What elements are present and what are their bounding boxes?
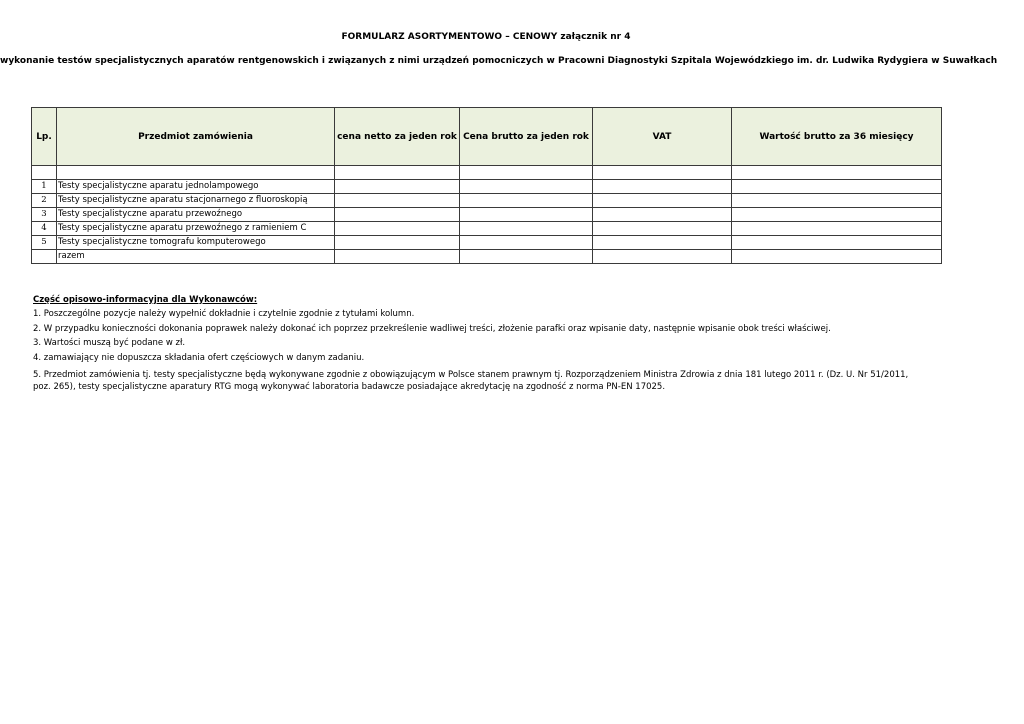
total-cell[interactable] xyxy=(732,222,942,236)
net-price-cell[interactable] xyxy=(335,236,460,250)
note-item: 1. Poszczególne pozycje należy wypełnić dokładnie i czytelnie zgodnie z tytułami kolumn. xyxy=(33,309,415,319)
table-row xyxy=(32,194,942,208)
header-net-price: cena netto za jeden rok xyxy=(335,108,460,166)
gross-price-cell[interactable] xyxy=(460,208,593,222)
table-row xyxy=(32,180,942,194)
gross-price-cell[interactable] xyxy=(460,194,593,208)
vat-cell[interactable] xyxy=(593,222,732,236)
notes-heading: Część opisowo-informacyjna dla Wykonawców: xyxy=(33,295,258,305)
row-item: Testy specjalistyczne aparatu przewoźnego z ramieniem C xyxy=(57,222,335,236)
gross-price-total-cell[interactable] xyxy=(460,250,593,264)
table-cell xyxy=(732,166,942,180)
form-subtitle: wykonanie testów specjalistycznych aparatów rentgenowskich i związanych z nimi urządzeń pomocniczych w Pracowni Diagnostyki Szpitala Wojewódzkiego im. dr. Ludwika Rydygiera w Suwałkach xyxy=(0,56,998,66)
net-price-cell[interactable] xyxy=(335,180,460,194)
table-total-row xyxy=(32,250,942,264)
gross-price-cell[interactable] xyxy=(460,236,593,250)
table-row xyxy=(32,208,942,222)
table-header-row xyxy=(32,108,942,166)
row-lp: 5 xyxy=(32,236,57,250)
note-item: 2. W przypadku konieczności dokonania poprawek należy dokonać ich poprzez przekreślenie wadliwej treści, złożenie parafki oraz wpisanie daty, następnie wpisanie obok treści właściwej. xyxy=(33,323,831,334)
net-price-total-cell[interactable] xyxy=(335,250,460,264)
header-item: Przedmiot zamówienia xyxy=(57,108,335,166)
total-cell[interactable] xyxy=(732,194,942,208)
gross-price-cell[interactable] xyxy=(460,222,593,236)
total-cell[interactable] xyxy=(732,180,942,194)
table-cell xyxy=(32,166,57,180)
row-lp: 4 xyxy=(32,222,57,236)
note-item: 3. Wartości muszą być podane w zł. xyxy=(33,338,186,348)
header-total-36-months: Wartość brutto za 36 miesięcy xyxy=(732,108,942,166)
net-price-cell[interactable] xyxy=(335,222,460,236)
total-cell[interactable] xyxy=(732,236,942,250)
row-lp: 1 xyxy=(32,180,57,194)
notes-section xyxy=(33,294,913,396)
row-item: Testy specjalistyczne aparatu jednolampowego xyxy=(57,180,335,194)
table-row xyxy=(32,236,942,250)
net-price-cell[interactable] xyxy=(335,208,460,222)
total-cell[interactable] xyxy=(732,208,942,222)
header-gross-price: Cena brutto za jeden rok xyxy=(460,108,593,166)
total-row-label: razem xyxy=(57,250,335,264)
vat-cell[interactable] xyxy=(593,208,732,222)
header-vat: VAT xyxy=(593,108,732,166)
row-item: Testy specjalistyczne tomografu komputerowego xyxy=(57,236,335,250)
row-item: Testy specjalistyczne aparatu przewoźnego xyxy=(57,208,335,222)
row-lp: 2 xyxy=(32,194,57,208)
header-lp: Lp. xyxy=(32,108,57,166)
table-spacer-row xyxy=(32,166,942,180)
vat-cell[interactable] xyxy=(593,236,732,250)
note-item: 4. zamawiający nie dopuszcza składania ofert częściowych w danym zadaniu. xyxy=(33,353,365,363)
table-cell xyxy=(460,166,593,180)
table-cell xyxy=(593,166,732,180)
table-cell xyxy=(57,166,335,180)
net-price-cell[interactable] xyxy=(335,194,460,208)
table-cell xyxy=(335,166,460,180)
row-item: Testy specjalistyczne aparatu stacjonarnego z fluoroskopią xyxy=(57,194,335,208)
table-row xyxy=(32,222,942,236)
row-lp: 3 xyxy=(32,208,57,222)
vat-cell[interactable] xyxy=(593,180,732,194)
price-table xyxy=(31,107,942,264)
form-title: FORMULARZ ASORTYMENTOWO – CENOWY załącznik nr 4 xyxy=(341,32,631,42)
gross-price-cell[interactable] xyxy=(460,180,593,194)
total-sum-cell[interactable] xyxy=(732,250,942,264)
vat-cell[interactable] xyxy=(593,194,732,208)
note-item: 5. Przedmiot zamówienia tj. testy specjalistyczne będą wykonywane zgodnie z obowiązującym w Polsce stanem prawnym tj. Rozporządzeniem Ministra Zdrowia z dnia 181 lutego 2011 r. (Dz. U. Nr 51/2011, poz. 265), testy specjalistyczne aparatury RTG mogą wykonywać laboratoria badawcze posiadające akredytację na zgodność z norma PN-EN 17025. xyxy=(33,370,909,392)
table-cell xyxy=(32,250,57,264)
vat-total-cell[interactable] xyxy=(593,250,732,264)
